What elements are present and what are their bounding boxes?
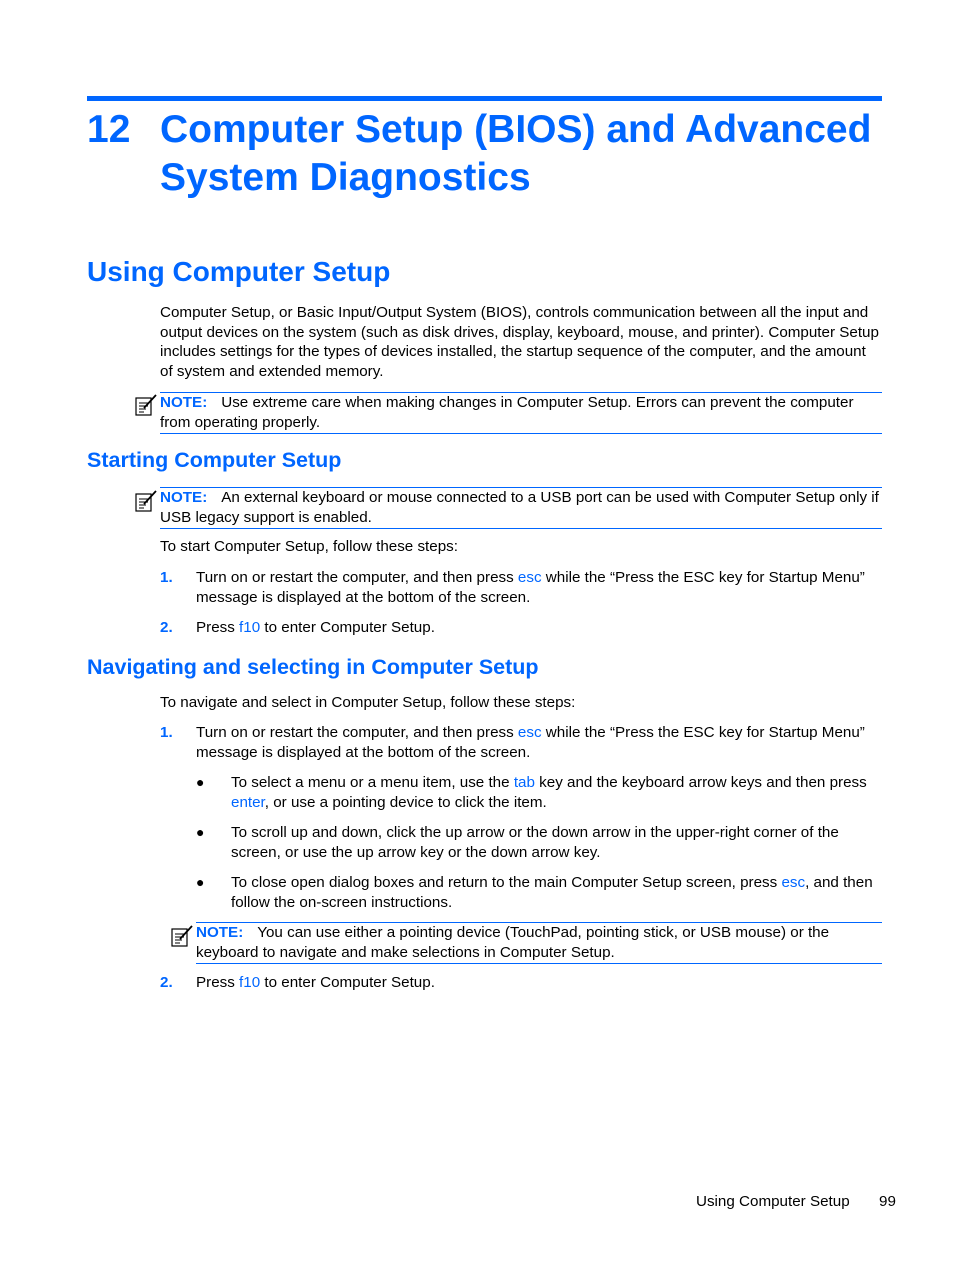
note-text: You can use either a pointing device (TouchPad, pointing stick, or USB mouse) or the keyboard to navigate and make selections in Computer Setup. <box>196 924 830 961</box>
chapter-title-line1: Computer Setup (BIOS) and Advanced <box>160 108 872 151</box>
key-f10: f10 <box>239 974 261 991</box>
note-box-usb <box>160 487 882 529</box>
bullet-text-part: , or use a pointing device to click the item. <box>264 793 547 811</box>
step-text <box>196 973 876 993</box>
step-number: 1. <box>160 724 173 741</box>
note-box-caution <box>160 392 882 434</box>
bullet-text-part: key and the keyboard arrow keys and then press <box>534 774 867 791</box>
step-text-part: Press <box>196 619 240 636</box>
bullet-item <box>231 873 879 912</box>
footer-running-title: Using Computer Setup <box>696 1193 850 1210</box>
step-text-part: while the “Press the ESC key for Startup Menu” message is displayed at the bottom of the screen. <box>196 569 865 606</box>
note-icon <box>134 393 158 417</box>
note-label: NOTE: <box>160 394 208 411</box>
key-esc: esc <box>517 724 542 741</box>
step-text <box>196 723 876 762</box>
navigating-lead: To navigate and select in Computer Setup, follow these steps: <box>160 694 576 711</box>
step-text-part: Press <box>196 974 240 991</box>
note-box-pointing-device <box>196 922 882 964</box>
step-text <box>196 618 876 638</box>
starting-lead: To start Computer Setup, follow these steps: <box>160 538 458 555</box>
intro-paragraph: Computer Setup, or Basic Input/Output System (BIOS), controls communication between all the input and output devices on the system (such as disk drives, display, keyboard, mouse, and printer). Computer Setup includes settings for the types of devices installed, the startup sequence of the computer, and the amount of system and extended memory. <box>160 304 879 380</box>
bullet-glyph: ● <box>196 824 205 840</box>
note-icon <box>134 489 158 513</box>
bullet-item: To scroll up and down, click the up arrow or the down arrow in the upper-right corner of the screen, or use the up arrow key or the down arrow key. <box>231 824 839 861</box>
section-heading-navigating: Navigating and selecting in Computer Setup <box>87 655 539 679</box>
key-esc: esc <box>781 874 806 891</box>
bullet-glyph: ● <box>196 874 205 890</box>
bullet-item <box>231 773 879 812</box>
note-text: Use extreme care when making changes in Computer Setup. Errors can prevent the computer from operating properly. <box>160 394 854 431</box>
step-text-part: Turn on or restart the computer, and then press <box>196 724 518 741</box>
step-number: 2. <box>160 974 173 991</box>
key-tab: tab <box>513 774 535 791</box>
step-number: 1. <box>160 569 173 586</box>
chapter-number: 12 <box>87 108 131 151</box>
footer-page-number: 99 <box>879 1193 896 1210</box>
chapter-title-line2: System Diagnostics <box>160 156 531 199</box>
section-heading-using-computer-setup: Using Computer Setup <box>87 256 391 287</box>
key-esc: esc <box>517 569 542 586</box>
step-text-part: to enter Computer Setup. <box>260 619 435 636</box>
note-label: NOTE: <box>160 489 208 506</box>
bullet-text-part: , and then follow the on-screen instructions. <box>231 874 873 911</box>
key-f10: f10 <box>239 619 261 636</box>
step-text-part: Turn on or restart the computer, and then press <box>196 569 518 586</box>
key-enter: enter <box>231 793 265 811</box>
step-number: 2. <box>160 619 173 636</box>
note-icon <box>170 924 194 948</box>
step-text-part: while the “Press the ESC key for Startup Menu” message is displayed at the bottom of the screen. <box>196 724 865 761</box>
step-text-part: to enter Computer Setup. <box>260 974 435 991</box>
step-text <box>196 568 876 607</box>
note-text: An external keyboard or mouse connected to a USB port can be used with Computer Setup only if USB legacy support is enabled. <box>160 489 879 526</box>
note-label: NOTE: <box>196 924 244 941</box>
bullet-text-part: To close open dialog boxes and return to the main Computer Setup screen, press <box>231 874 782 891</box>
section-heading-starting: Starting Computer Setup <box>87 448 342 472</box>
chapter-rule <box>87 96 882 101</box>
bullet-glyph: ● <box>196 774 205 790</box>
bullet-text-part: To select a menu or a menu item, use the <box>231 774 514 791</box>
